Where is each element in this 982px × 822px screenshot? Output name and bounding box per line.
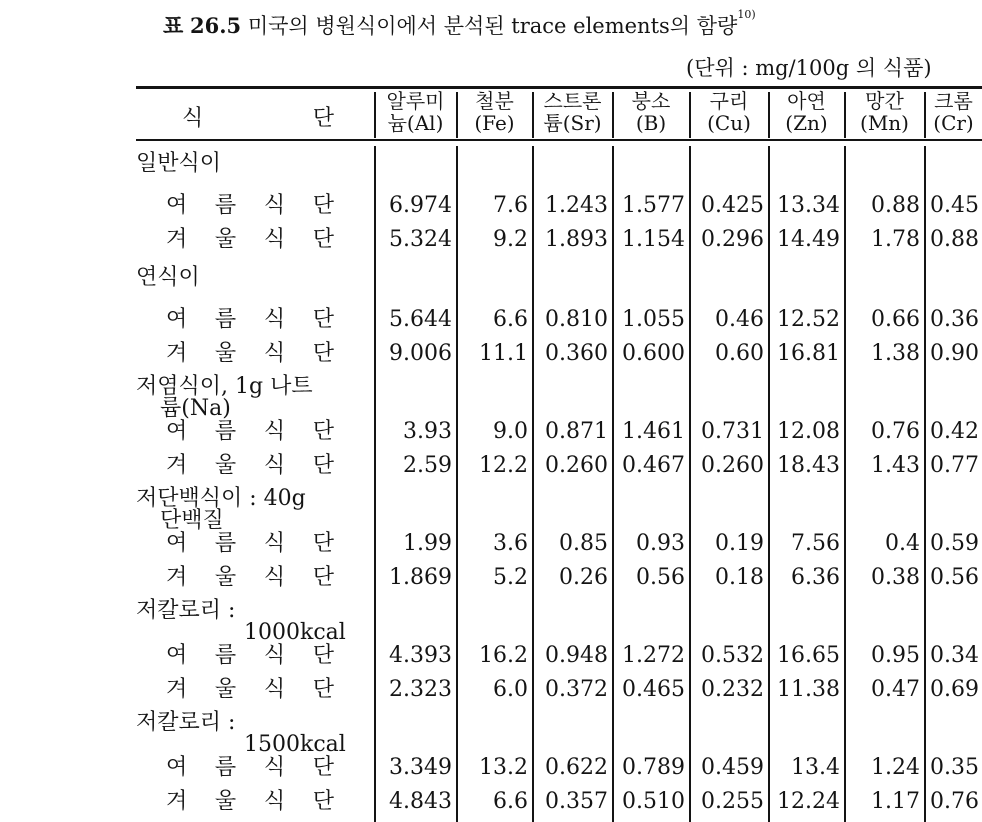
value-cell: 0.93: [636, 531, 685, 556]
season-label-char: 단: [312, 453, 334, 478]
value-cell: 1.243: [545, 193, 608, 218]
column-header-name: 아연: [787, 90, 826, 113]
value-cell: 1.38: [871, 341, 920, 366]
value-cell: 1.99: [403, 531, 452, 556]
value-cell: 6.6: [493, 307, 528, 332]
value-cell: 0.45: [930, 194, 979, 218]
column-header-symbol: 늄(Al): [387, 111, 444, 135]
column-header-symbol: (Cu): [707, 111, 751, 135]
value-cell: 1.869: [389, 565, 452, 590]
season-label-char: 식: [263, 419, 286, 444]
column-header-symbol: (Zn): [785, 111, 828, 135]
season-label-char: 겨: [166, 789, 188, 814]
value-cell: 0.510: [622, 789, 685, 814]
season-label-char: 겨: [166, 453, 188, 478]
value-cell: 0.59: [930, 532, 979, 556]
season-label-char: 단: [312, 419, 334, 444]
section-row: [0, 262, 982, 294]
value-cell: 0.42: [930, 420, 979, 444]
value-cell: 9.2: [493, 227, 528, 252]
season-label-char: 식: [263, 307, 286, 332]
value-cell: 1.24: [871, 755, 920, 780]
column-header: [376, 90, 455, 138]
section-row: [0, 598, 982, 645]
season-label: [166, 194, 334, 218]
unit-note: (단위 : mg/100g 의 식품): [686, 56, 932, 80]
diet-category-label: [136, 376, 313, 420]
value-cell: 0.467: [622, 453, 685, 478]
value-cell: 0.35: [930, 756, 979, 780]
diet-category-line: 일반식이: [136, 151, 222, 176]
value-cell: 1.272: [622, 643, 685, 668]
column-header-name: 철분: [475, 90, 514, 113]
value-cell: 0.47: [871, 677, 920, 702]
value-cell: 0.600: [622, 341, 685, 366]
table-row: [0, 224, 982, 256]
season-label-char: 여: [166, 643, 188, 668]
season-label: [166, 420, 334, 444]
header-column-divider: [689, 92, 691, 138]
table-row: [0, 338, 982, 370]
season-label-char: 울: [214, 227, 237, 252]
season-label-char: 여: [166, 307, 188, 332]
column-header-name: 스트론: [543, 90, 602, 113]
value-cell: 6.6: [493, 789, 528, 814]
body-column-divider: [374, 146, 376, 822]
header-rule: [136, 139, 982, 141]
column-header: [691, 90, 767, 138]
season-label-char: 식: [263, 193, 286, 218]
season-label-char: 단: [312, 531, 334, 556]
season-label: [166, 566, 334, 590]
season-label-char: 식: [263, 643, 286, 668]
header-column-divider: [374, 92, 376, 138]
season-label-char: 단: [312, 341, 334, 366]
season-label-char: 겨: [166, 565, 188, 590]
table-row: [0, 450, 982, 482]
value-cell: 3.6: [493, 531, 528, 556]
season-label-char: 름: [214, 193, 237, 218]
value-cell: 0.38: [871, 565, 920, 590]
season-label-char: 울: [214, 789, 237, 814]
title-number: 26.5: [189, 13, 242, 38]
diet-category-line: 저칼로리 :: [136, 710, 236, 735]
header-diet: [136, 94, 374, 138]
diet-category-line: 륨(Na): [160, 396, 231, 421]
value-cell: 0.19: [715, 531, 764, 556]
season-label-char: 식: [263, 789, 286, 814]
value-cell: 0.260: [545, 453, 608, 478]
value-cell: 0.622: [545, 755, 608, 780]
table-row: [0, 304, 982, 336]
season-label: [166, 454, 334, 478]
value-cell: 1.577: [622, 193, 685, 218]
season-label-char: 단: [312, 677, 334, 702]
value-cell: 1.055: [622, 307, 685, 332]
column-header: [458, 90, 531, 138]
header-column-divider: [768, 92, 770, 138]
value-cell: 0.4: [885, 531, 920, 556]
diet-category-line: 저칼로리 :: [136, 598, 236, 623]
value-cell: 2.59: [403, 453, 452, 478]
table-row: [0, 640, 982, 672]
season-label: [166, 532, 334, 556]
value-cell: 0.77: [930, 454, 979, 478]
value-cell: 4.843: [389, 789, 452, 814]
value-cell: 11.1: [479, 341, 528, 366]
value-cell: 1.78: [871, 227, 920, 252]
season-label-char: 단: [312, 789, 334, 814]
table-title: [163, 10, 756, 40]
table-row: [0, 674, 982, 706]
value-cell: 0.66: [871, 307, 920, 332]
value-cell: 6.36: [791, 565, 840, 590]
value-cell: 7.6: [493, 193, 528, 218]
diet-category-label: [136, 600, 346, 644]
value-cell: 13.4: [791, 755, 840, 780]
value-cell: 0.56: [636, 565, 685, 590]
value-cell: 0.360: [545, 341, 608, 366]
value-cell: 12.08: [777, 419, 840, 444]
table-row: [0, 190, 982, 222]
value-cell: 6.974: [389, 193, 452, 218]
column-header-symbol: (Fe): [474, 111, 515, 135]
season-label-char: 울: [214, 565, 237, 590]
value-cell: 0.260: [701, 453, 764, 478]
table-top-rule: [136, 86, 982, 89]
diet-category-line: 저염식이, 1g 나트: [136, 374, 313, 399]
value-cell: 0.69: [930, 678, 979, 702]
section-row: [0, 148, 982, 180]
column-header-name: 구리: [709, 90, 749, 113]
body-column-divider: [924, 146, 926, 822]
value-cell: 3.93: [403, 419, 452, 444]
column-header-symbol: 튬(Sr): [543, 111, 602, 135]
diet-category-label: [136, 712, 346, 756]
header-diet-right: 단: [312, 105, 334, 131]
body-column-divider: [844, 146, 846, 822]
value-cell: 7.56: [791, 531, 840, 556]
season-label-char: 울: [214, 677, 237, 702]
value-cell: 13.2: [479, 755, 528, 780]
value-cell: 0.26: [559, 565, 608, 590]
value-cell: 0.18: [715, 565, 764, 590]
season-label: [166, 342, 334, 366]
column-header: [846, 90, 923, 138]
section-row: [0, 374, 982, 421]
season-label-char: 겨: [166, 677, 188, 702]
value-cell: 0.60: [715, 341, 764, 366]
value-cell: 2.323: [389, 677, 452, 702]
diet-category-line: 단백질: [160, 508, 224, 533]
value-cell: 6.0: [493, 677, 528, 702]
value-cell: 16.65: [777, 643, 840, 668]
value-cell: 3.349: [389, 755, 452, 780]
value-cell: 1.43: [871, 453, 920, 478]
value-cell: 0.372: [545, 677, 608, 702]
value-cell: 0.85: [559, 531, 608, 556]
value-cell: 16.81: [777, 341, 840, 366]
season-label-char: 름: [214, 307, 237, 332]
season-label-char: 식: [263, 531, 286, 556]
season-label: [166, 678, 334, 702]
value-cell: 5.644: [389, 307, 452, 332]
header-column-divider: [844, 92, 846, 138]
section-row: [0, 710, 982, 757]
season-label-char: 단: [312, 193, 334, 218]
value-cell: 16.2: [479, 643, 528, 668]
value-cell: 18.43: [777, 453, 840, 478]
value-cell: 0.459: [701, 755, 764, 780]
diet-category-line: 연식이: [136, 265, 200, 290]
value-cell: 1.461: [622, 419, 685, 444]
header-column-divider: [456, 92, 458, 138]
diet-category-line: 1000kcal: [244, 620, 346, 645]
value-cell: 1.893: [545, 227, 608, 252]
value-cell: 0.232: [701, 677, 764, 702]
value-cell: 0.357: [545, 789, 608, 814]
title-reference: 10): [737, 8, 756, 21]
value-cell: 1.17: [871, 789, 920, 814]
section-row: [0, 486, 982, 533]
season-label-char: 식: [263, 677, 286, 702]
season-label: [166, 228, 334, 252]
column-header-symbol: (Cr): [933, 111, 974, 135]
value-cell: 0.95: [871, 643, 920, 668]
value-cell: 0.465: [622, 677, 685, 702]
season-label-char: 름: [214, 531, 237, 556]
season-label-char: 겨: [166, 341, 188, 366]
table-row: [0, 752, 982, 784]
column-header-symbol: (B): [635, 111, 667, 135]
value-cell: 0.948: [545, 643, 608, 668]
value-cell: 0.425: [701, 193, 764, 218]
table-row: [0, 416, 982, 448]
season-label: [166, 790, 334, 814]
value-cell: 0.76: [930, 790, 979, 814]
value-cell: 0.810: [545, 307, 608, 332]
diet-category-line: 저단백식이 : 40g: [136, 486, 306, 511]
season-label-char: 여: [166, 755, 188, 780]
title-prefix: 표: [163, 13, 184, 38]
value-cell: 0.36: [930, 308, 979, 332]
column-header: [534, 90, 611, 138]
diet-category-label: [136, 488, 306, 532]
season-label-char: 식: [263, 227, 286, 252]
season-label-char: 단: [312, 227, 334, 252]
column-header-name: 망간: [865, 90, 904, 113]
season-label-char: 식: [263, 453, 286, 478]
table-row: [0, 528, 982, 560]
season-label-char: 단: [312, 755, 334, 780]
body-column-divider: [456, 146, 458, 822]
season-label-char: 식: [263, 755, 286, 780]
title-text: 미국의 병원식이에서 분석된 trace elements의 함량: [247, 14, 738, 38]
value-cell: 0.731: [701, 419, 764, 444]
column-header: [614, 90, 688, 138]
season-label-char: 겨: [166, 227, 188, 252]
season-label-char: 단: [312, 307, 334, 332]
body-column-divider: [532, 146, 534, 822]
season-label: [166, 756, 334, 780]
column-header-name: 붕소: [631, 90, 671, 113]
table-row: [0, 562, 982, 594]
season-label-char: 여: [166, 419, 188, 444]
value-cell: 5.2: [493, 565, 528, 590]
value-cell: 12.24: [777, 789, 840, 814]
diet-category-line: 1500kcal: [244, 732, 346, 757]
header-column-divider: [532, 92, 534, 138]
value-cell: 4.393: [389, 643, 452, 668]
value-cell: 9.0: [493, 419, 528, 444]
season-label-char: 식: [263, 565, 286, 590]
header-column-divider: [924, 92, 926, 138]
value-cell: 0.90: [930, 342, 979, 366]
column-header-name: 크롬: [934, 90, 973, 113]
value-cell: 0.76: [871, 419, 920, 444]
season-label-char: 름: [214, 419, 237, 444]
value-cell: 9.006: [389, 341, 452, 366]
season-label-char: 여: [166, 531, 188, 556]
value-cell: 0.296: [701, 227, 764, 252]
season-label-char: 울: [214, 453, 237, 478]
table-row: [0, 786, 982, 818]
value-cell: 0.46: [715, 307, 764, 332]
value-cell: 0.789: [622, 755, 685, 780]
column-header-name: 알루미: [386, 90, 445, 113]
season-label-char: 식: [263, 341, 286, 366]
value-cell: 12.2: [479, 453, 528, 478]
value-cell: 5.324: [389, 227, 452, 252]
value-cell: 0.34: [930, 644, 979, 668]
value-cell: 13.34: [777, 193, 840, 218]
season-label-char: 단: [312, 565, 334, 590]
value-cell: 0.88: [930, 228, 979, 252]
season-label-char: 름: [214, 643, 237, 668]
column-header: [770, 90, 843, 138]
column-header-symbol: (Mn): [860, 111, 909, 135]
value-cell: 0.255: [701, 789, 764, 814]
body-column-divider: [768, 146, 770, 822]
value-cell: 0.88: [871, 193, 920, 218]
season-label-char: 여: [166, 193, 188, 218]
value-cell: 0.532: [701, 643, 764, 668]
season-label-char: 름: [214, 755, 237, 780]
header-diet-left: 식: [182, 105, 204, 131]
value-cell: 0.871: [545, 419, 608, 444]
season-label: [166, 308, 334, 332]
value-cell: 11.38: [777, 677, 840, 702]
header-column-divider: [612, 92, 614, 138]
body-column-divider: [689, 146, 691, 822]
value-cell: 14.49: [777, 227, 840, 252]
value-cell: 12.52: [777, 307, 840, 332]
value-cell: 0.56: [930, 566, 979, 590]
column-header: [926, 90, 981, 138]
body-column-divider: [612, 146, 614, 822]
diet-category-label: [136, 266, 200, 290]
season-label-char: 울: [214, 341, 237, 366]
season-label: [166, 644, 334, 668]
diet-category-label: [136, 152, 221, 176]
value-cell: 1.154: [622, 227, 685, 252]
season-label-char: 단: [312, 643, 334, 668]
